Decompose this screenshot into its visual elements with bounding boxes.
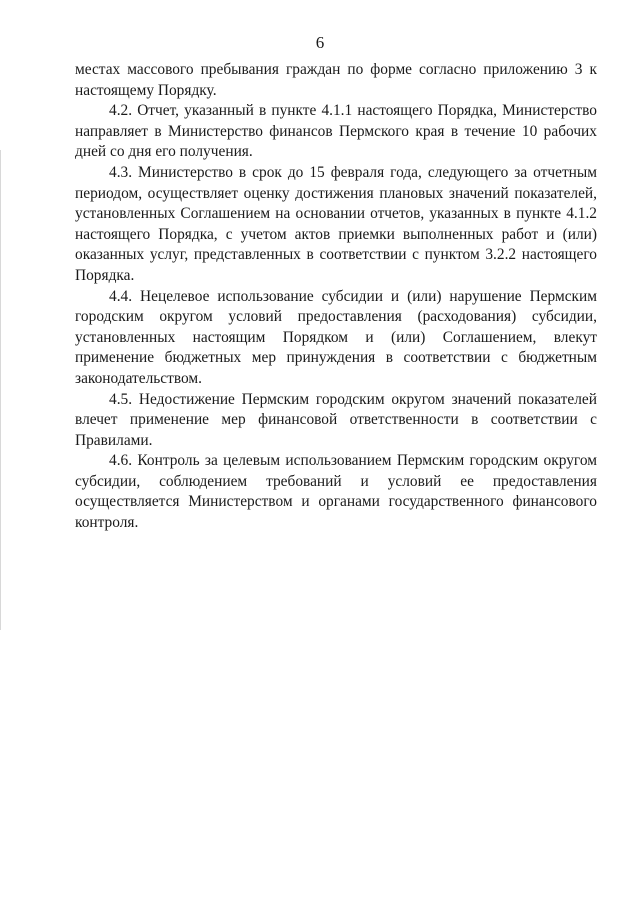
paragraph-4-5: 4.5. Недостижение Пермским городским округом значений показателей влечет применение мер финансовой ответственности в соответствии с Правилами. (75, 390, 597, 449)
page-number: 6 (315, 33, 325, 52)
paragraph-4-3: 4.3. Министерство в срок до 15 февраля года, следующего за отчетным периодом, осуществляет оценку достижения плановых значений показателей, установленных Соглашением на основании отчетов, указанных в пункте 4.1.2 настоящего Порядка, с учетом актов приемки выполненных работ и (или) оказанных услуг, представленных в соответствии с пунктом 3.2.2 настоящего Порядка. (75, 163, 597, 284)
paragraph-4-6: 4.6. Контроль за целевым использованием Пермским городским округом субсидии, соблюдением требований и условий ее предоставления осуществляется Министерством и органами государственного финансового контроля. (75, 452, 597, 532)
document-body (75, 60, 597, 534)
scan-edge-line (0, 150, 1, 630)
paragraph-4-4: 4.4. Нецелевое использование субсидии и (или) нарушение Пермским городским округом условий предоставления (расходования) субсидии, установленных настоящим Порядком и (или) Соглашением, влекут применение бюджетных мер принуждения в соответствии с бюджетным законодательством. (75, 287, 597, 387)
paragraph-4-2: 4.2. Отчет, указанный в пункте 4.1.1 настоящего Порядка, Министерство направляет в Министерство финансов Пермского края в течение 10 рабочих дней со дня его получения. (75, 102, 597, 161)
paragraph-continuation: местах массового пребывания граждан по форме согласно приложению 3 к настоящему Порядку. (75, 61, 597, 99)
